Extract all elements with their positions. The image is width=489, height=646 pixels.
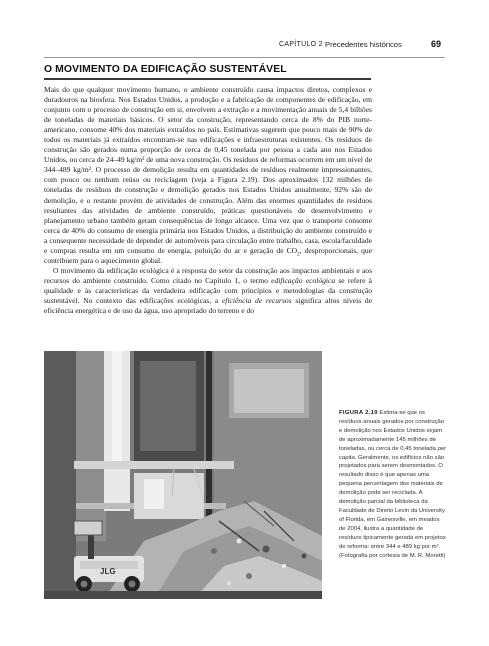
- text-run: se refere à qualidade e às características da verdadeira edificação com princípios e metodologias da construção sustentável. No contexto das edificações ecológicas, a: [44, 275, 373, 305]
- page-number: 69: [430, 39, 441, 49]
- running-header: [44, 41, 444, 53]
- lift-brand-logo: JLG: [100, 567, 116, 576]
- text-run: . Geralmente, os edifícios não são projetados para serem desmontados. O resultado disso é que apenas uma pequena percentagem dos materiais de demolição pode ser reciclada. A demolição parcial da biblioteca da Faculdade de Direito Levin da University of Florida, em Gainesville, em meados de 2004, ilustra a quantidade de resíduos tipicamente gerada em projetos de reforma: entre 344 e 489 kg por m². (Fotografia por cortesia de M. R. Moretti): [339, 454, 446, 559]
- figure-label: FIGURA 2.19: [339, 410, 378, 416]
- section-title-rule: [44, 78, 371, 80]
- figure-caption-text: [339, 410, 446, 559]
- text-run: Mais do que qualquer movimento humano, o ambiente construído causa impactos diretos, complexos e duradouros na biosfera. Nos Estados Unidos, a produção e a fabricação de componentes de edificação, em conjunto com o processo de construção em si, envolvem a extração e a movimentação anuais de 5,4 bilhões de toneladas de materiais básicos. O setor da construção, representando cerca de 8% do PIB norte-americano, consome 40% dos materiais extraídos no país. Estimativas sugerem que pouco mais de 90% de todos os materiais já extraídos encontram-se nas edificações e infraestruturas existentes. Os resíduos de construção são gerados numa proporção de cerca de 0,45 tonelada por pessoa a cada ano nos Estados Unidos, ou cerca de 24–49 kg/m² de uma nova construção. Os resíduos de reformas ocorrem em um nível de 344–489 kg/m². O processo de demolição resulta em quantidades de resíduos realmente impressionantes, com pouco ou nenhum reúso ou reciclagem (veja a Figura 2.19). Dos aproximados 132 milhões de toneladas de resíduos de construção e demolição gerados nos Estados Unidos anualmente, 92% são de demolição, e o restante provém de atividades de construção. Além das enormes quantidades de resíduos resultantes das atividades de ambiente construído, práticas questionáveis de desenvolvimento e planejamento urbano também geram consequências de longo alcance. Uma vez que o transporte consome cerca de 40% do consumo de energia primária nos Estados Unidos, a distribuição do ambiente construído e a consequente necessidade de depender de automóveis para circulação entre trabalho, casa, escola/faculdade e compras resulta em um consumo de energia, poluição do ar e geração de CO: [44, 85, 372, 255]
- text-run: , desproporcionais, que contribuem para o aquecimento global.: [44, 245, 372, 265]
- running-header-section: Precedentes históricos: [325, 40, 402, 49]
- paragraph: [44, 266, 372, 316]
- paragraph: [44, 85, 372, 266]
- italic-term: edificação ecológica: [271, 275, 336, 285]
- text-run: significa altos níveis de eficiência energética e de uso da água, uso apropriado do terreno e do: [44, 295, 372, 316]
- italic-term: per capita: [339, 445, 447, 461]
- running-header-chapter: CAPÍTULO 2: [279, 41, 323, 48]
- figure-caption: [339, 409, 447, 560]
- section-title: O MOVIMENTO DA EDIFICAÇÃO SUSTENTÁVEL: [44, 64, 287, 75]
- body-text: [44, 85, 372, 316]
- text-run: O movimento da edificação ecológica é a resposta do setor da construção aos impactos ambientais e aos recursos do ambiente construído. Como citado no Capítulo 1, o termo: [44, 265, 372, 285]
- demolition-photo: [44, 351, 322, 599]
- subscript: 2: [297, 252, 300, 258]
- text-run: Estima-se que os resíduos anuais gerados por construção e demolição nos Estados Unidos sejam de aproximadamente 145 milhões de toneladas, ou cerca de 0,45 tonelada: [339, 410, 445, 452]
- header-rule: [44, 57, 445, 58]
- italic-term: eficiência de recursos: [221, 295, 292, 305]
